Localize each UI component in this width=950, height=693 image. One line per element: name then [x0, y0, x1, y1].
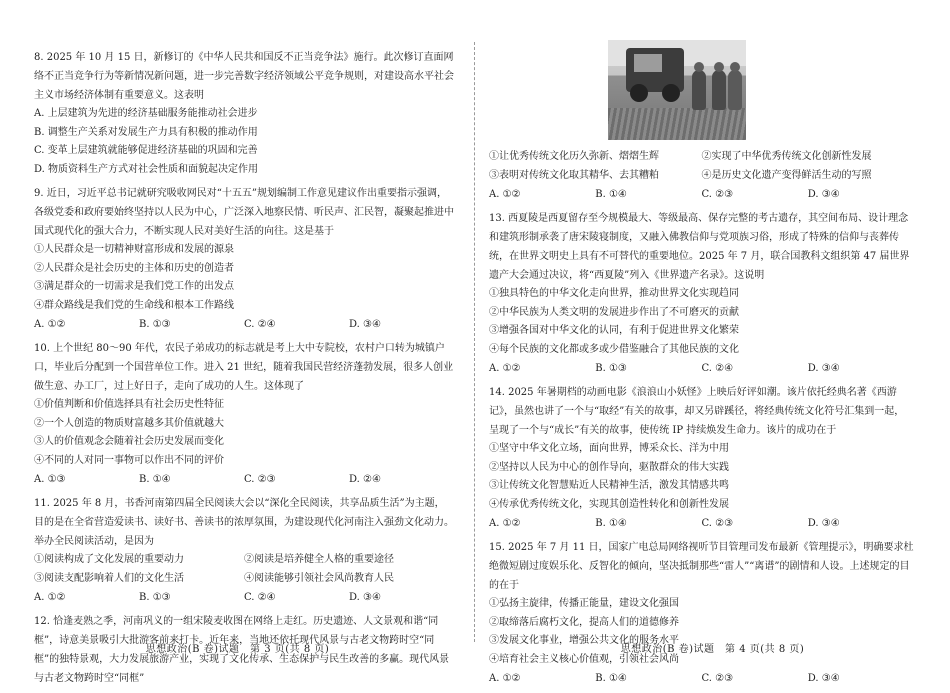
statement-1: ①人民群众是一切精神财富形成和发展的源泉	[34, 244, 234, 255]
page-footer: 思想政治(B 卷)试题 第 3 页(共 8 页)	[145, 644, 330, 655]
statement-2: ②阅读是培养健全人格的重要途径	[244, 554, 394, 565]
answer-choices	[34, 588, 454, 607]
statement-2: ②取缔落后腐朽文化，提高人们的道德修养	[489, 616, 679, 628]
question-12-options	[489, 148, 914, 204]
answer-c: C. ②③	[701, 518, 734, 529]
answer-c: C. ②④	[701, 363, 734, 374]
answer-a: A. ①②	[489, 189, 521, 200]
person-figure	[692, 70, 706, 110]
answer-b: B. ①③	[139, 592, 171, 603]
answer-c: C. ②④	[244, 319, 276, 330]
exam-page-3	[0, 0, 475, 688]
statement-2: ②中华民族为人类文明的发展进步作出了不可磨灭的贡献	[489, 306, 739, 318]
statement-4: ④传承优秀传统文化，实现其创造性转化和创新性发展	[489, 498, 729, 510]
answer-c: C. ②③	[701, 189, 734, 200]
statement-1: ①坚守中华文化立场，面向世界，博采众长、洋为中用	[489, 443, 729, 454]
answer-a: A. ①②	[489, 363, 521, 374]
statement-4: ④群众路线是我们党的生命线和根本工作路线	[34, 299, 234, 311]
answer-a: A. ①②	[489, 518, 521, 529]
stone-statue	[728, 70, 742, 110]
answer-c: C. ②③	[701, 673, 734, 684]
statement-1: ①独具特色的中华文化走向世界，推动世界文化实现趋同	[489, 288, 739, 299]
statement-row	[489, 167, 914, 186]
question-stem: 9. 近日，习近平总书记就研究吸收网民对“十五五”规划编制工作意见建议作出重要指示强调，各级党委和政府要始终坚持以人民为中心，广泛深入地察民情、听民声、汇民智，凝聚起推进中国式现代化的强大合力，不断实现人民对美好生活的向往。这是基于	[34, 188, 454, 237]
statement-1: ①价值判断和价值选择具有社会历史性特征	[34, 399, 224, 410]
question-stem: 10. 上个世纪 80～90 年代，农民子弟成功的标志就是考上大中专院校，农村户口转为城镇户口，毕业后分配到一个国营单位工作。进入 21 世纪，随着我国民营经济蓬勃发展，很多人创业做生意、办工厂，过上好日子，走向了成功的人生。这体现了	[34, 343, 454, 392]
answer-b: B. ①④	[595, 189, 627, 200]
option-c: C. 变革上层建筑就能够促进经济基础的巩固和完善	[34, 145, 258, 156]
question-stem: 15. 2025 年 7 月 11 日，国家广电总局网络视听节目管理司发布最新《管理提示》，明确要求杜绝微短剧过度娱乐化、反智化的倾向，坚决抵制那些“雷人”“离谱”的剧情和人设。上述规定的目的在于	[489, 542, 914, 591]
statement-4: ④是历史文化遗产变得鲜活生动的写照	[701, 169, 872, 181]
statement-3: ③阅读支配影响着人们的文化生活	[34, 572, 184, 584]
statement-3: ③表明对传统文化取其精华、去其糟粕	[489, 169, 659, 181]
statement-3: ③让传统文化智慧贴近人民精神生活，激发其情感共鸣	[489, 480, 729, 491]
statement-row	[34, 551, 454, 570]
answer-choices	[489, 669, 914, 688]
question-13	[489, 209, 914, 378]
question-stem: 8. 2025 年 10 月 15 日，新修订的《中华人民共和国反不正当竞争法》施行。此次修订直面网络不正当竞争行为等新情况新问题，进一步完善数字经济领域公平竞争规则，对建设高水平社会主义市场经济体制有重要意义。这表明	[34, 52, 454, 101]
question-10	[34, 339, 454, 489]
statement-4: ④培育社会主义核心价值观，引领社会风尚	[489, 653, 679, 665]
answer-b: B. ①③	[139, 319, 171, 330]
statement-3: ③增强各国对中华文化的认同，有利于促进世界文化繁荣	[489, 325, 739, 336]
answer-c: C. ②③	[244, 474, 276, 485]
answer-choices	[34, 315, 454, 334]
right-column	[489, 148, 914, 693]
statement-2: ②坚持以人民为中心的创作导向，驱散群众的伟大实践	[489, 461, 729, 473]
statement-4: ④阅读能够引领社会风尚教育人民	[244, 572, 394, 584]
answer-d: D. ②④	[349, 474, 381, 485]
answer-d: D. ③④	[807, 673, 840, 684]
answer-d: D. ③④	[349, 319, 381, 330]
answer-choices	[489, 185, 914, 204]
question-stem: 13. 西夏陵是西夏留存至今规模最大、等级最高、保存完整的考古遗存，其空间布局、设计理念和建筑形制承袭了唐宋陵寝制度，又融入佛教信仰与党项族习俗，形成了特殊的信仰与丧葬传统，在世界文明史上具有不可替代的重要地位。2025 年 7 月，联合国教科文组织第 47 届世界遗产大会通过决议，将“西夏陵”列入《世界遗产名录》。这说明	[489, 213, 910, 281]
statement-3: ③人的价值观念会随着社会历史发展而变化	[34, 436, 224, 447]
stone-statue	[712, 70, 726, 110]
option-a: A. 上层建筑为先进的经济基础服务能推动社会进步	[34, 108, 258, 119]
question-8	[34, 48, 454, 179]
option-b: B. 调整生产关系对发展生产力具有积极的推动作用	[34, 126, 258, 138]
page-footer: 思想政治(B 卷)试题 第 4 页(共 8 页)	[620, 644, 805, 655]
answer-a: A. ①②	[34, 319, 66, 330]
statement-1: ①让优秀传统文化历久弥新、熠熠生辉	[489, 151, 659, 162]
answer-a: A. ①②	[489, 673, 521, 684]
harvest-photo	[608, 40, 746, 140]
statement-2: ②一个人创造的物质财富越多其价值就越大	[34, 417, 224, 429]
answer-a: A. ①③	[34, 474, 66, 485]
option-d: D. 物质资料生产方式对社会性质和面貌起决定作用	[34, 163, 259, 175]
answer-c: C. ②④	[244, 592, 276, 603]
answer-d: D. ③④	[807, 189, 840, 200]
statement-4: ④每个民族的文化都或多或少借鉴融合了其他民族的文化	[489, 343, 739, 355]
answer-choices	[489, 359, 914, 378]
exam-page-4	[475, 0, 950, 688]
question-stem: 14. 2025 年暑期档的动画电影《浪浪山小妖怪》上映后好评如潮。该片依托经典名著《西游记》，虽然也讲了一个与“取经”有关的故事，却又另辟蹊径，将经典传统文化符号汇集到一起，呈现了一个与“成长”有关的故事，使传统 IP 持续焕发生命力。该片的成功在于	[489, 387, 905, 436]
statement-3: ③满足群众的一切需求是我们党工作的出发点	[34, 281, 234, 292]
answer-choices	[34, 470, 454, 489]
answer-d: D. ③④	[349, 592, 381, 603]
answer-b: B. ①③	[595, 363, 627, 374]
statement-2: ②人民群众是社会历史的主体和历史的创造者	[34, 262, 234, 274]
answer-b: B. ①④	[595, 518, 627, 529]
answer-b: B. ①④	[139, 474, 171, 485]
question-11	[34, 494, 454, 607]
statement-1: ①阅读构成了文化发展的重要动力	[34, 554, 184, 565]
statement-1: ①弘扬主旋律，传播正能量，建设文化强国	[489, 598, 679, 609]
question-stem: 11. 2025 年 8 月，书香河南第四届全民阅读大会以“深化全民阅读，共享品质生活”为主题，目的是在全省营造爱读书、读好书、善读书的浓厚氛围，为建设现代化河南注入强劲文化动力。举办全民阅读活动，是因为	[34, 498, 454, 547]
question-15	[489, 538, 914, 688]
statement-row	[489, 148, 914, 167]
answer-b: B. ①④	[595, 673, 627, 684]
statement-row	[34, 570, 454, 589]
answer-d: D. ③④	[807, 518, 840, 529]
answer-a: A. ①②	[34, 592, 66, 603]
question-14	[489, 383, 914, 533]
statement-2: ②实现了中华优秀传统文化创新性发展	[701, 151, 872, 162]
question-9	[34, 184, 454, 334]
answer-choices	[489, 514, 914, 533]
wheat-field	[608, 108, 746, 140]
question-stem: 12. 恰逢麦熟之季，河南巩义的一组宋陵麦收图在网络上走红。历史遗迹、人文景观和谐“同框”，诗意美景吸引大批游客前来打卡。近年来，当地还依托现代风景与古老文物跨时空“同框”的独特景观，大力发展旅游产业，实现了文化传承、生态保护与民生改善的多赢。现代风景与古老文物跨时空“同框”	[34, 616, 450, 684]
statement-3: ③发展文化事业，增强公共文化的服务水平	[489, 635, 679, 646]
answer-d: D. ③④	[807, 363, 840, 374]
left-column	[34, 48, 454, 693]
statement-4: ④不同的人对同一事物可以作出不同的评价	[34, 454, 224, 466]
